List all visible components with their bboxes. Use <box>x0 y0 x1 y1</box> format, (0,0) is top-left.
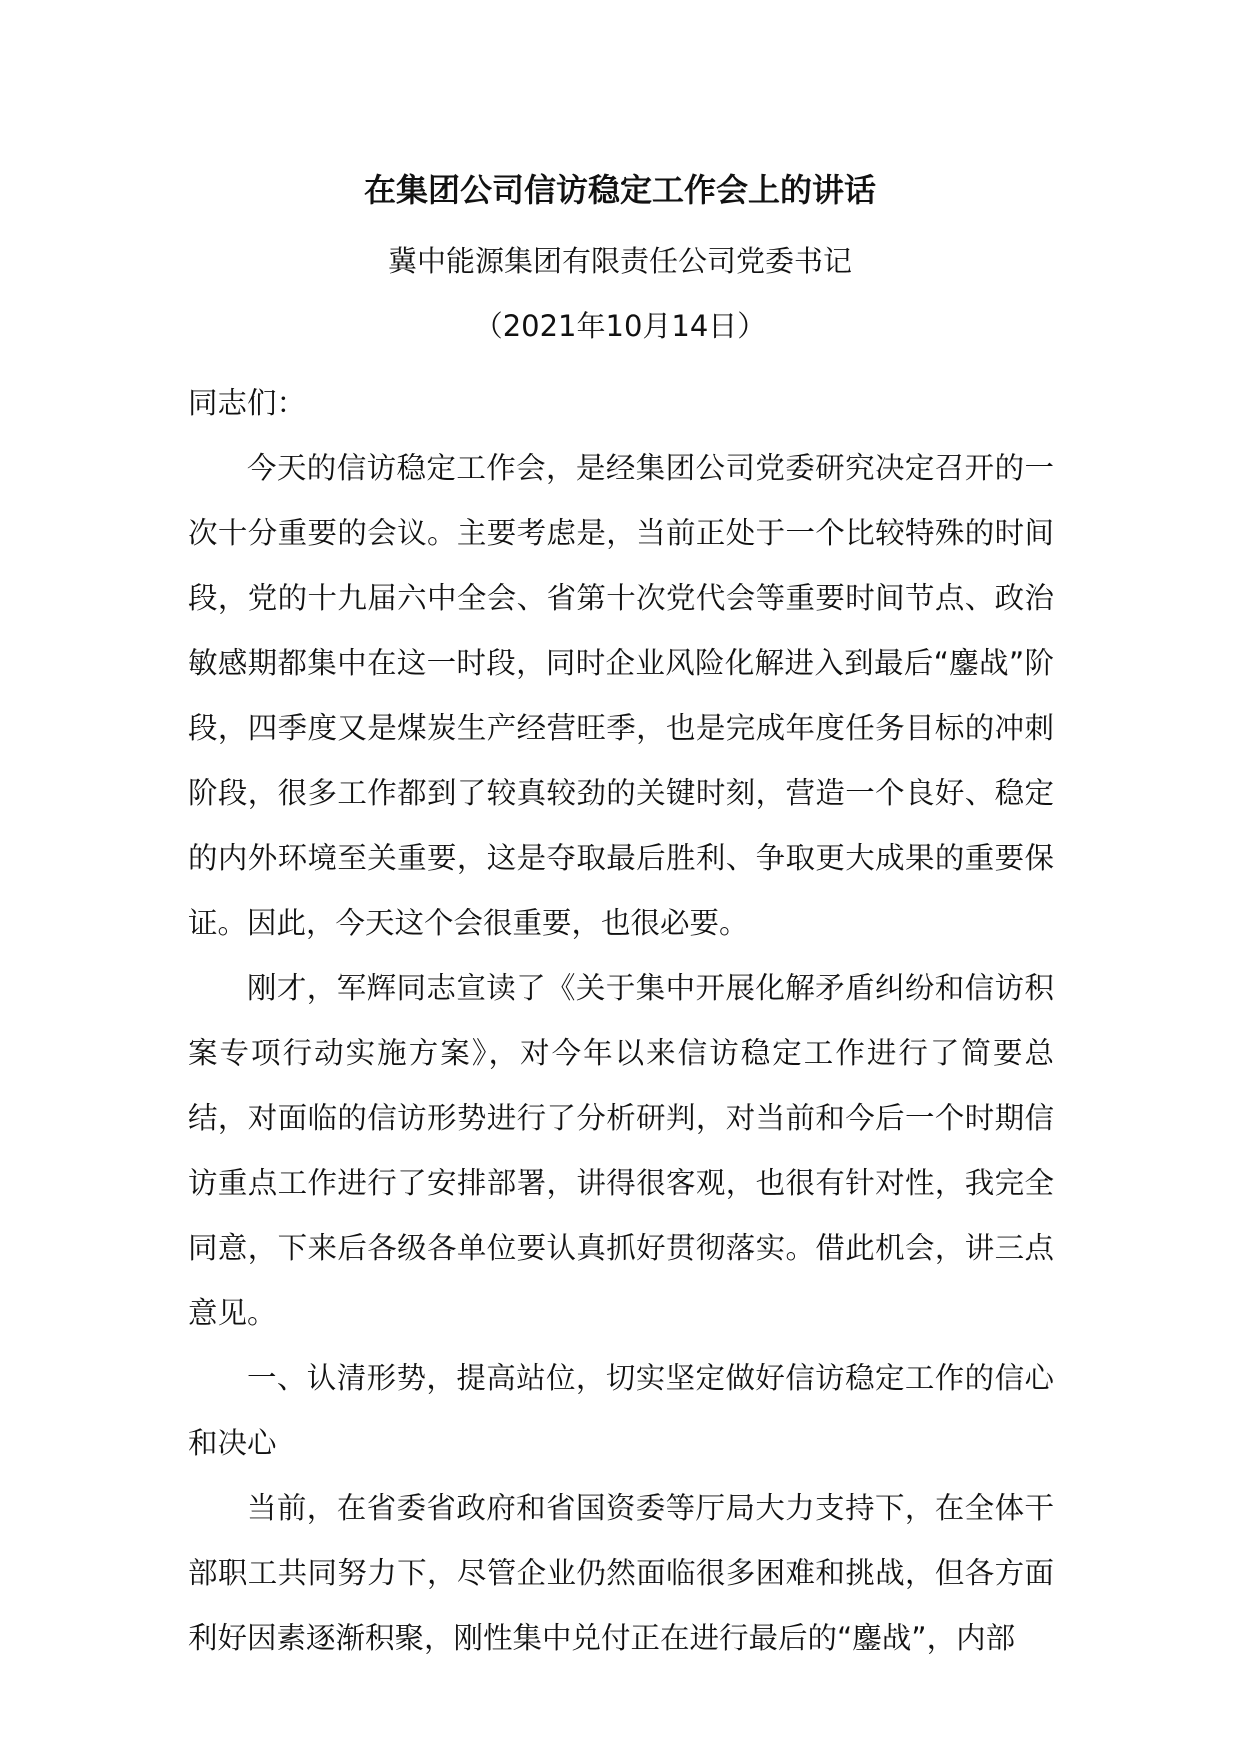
paragraph-2: 刚才，军辉同志宣读了《关于集中开展化解矛盾纠纷和信访积案专项行动实施方案》，对今年以来信访稳定工作进行了简要总结，对面临的信访形势进行了分析研判，对当前和今后一个时期信访重点工作进行了安排部署，讲得很客观，也很有针对性，我完全同意，下来后各级各单位要认真抓好贯彻落实。借此机会，讲三点意见。 <box>188 971 1054 1330</box>
document-title: 在集团公司信访稳定工作会上的讲话 <box>363 171 876 209</box>
document-body <box>188 371 1054 1671</box>
document-date: （2021年10月14日） <box>473 309 767 343</box>
document-subtitle: 冀中能源集团有限责任公司党委书记 <box>387 244 852 278</box>
paragraph-1: 今天的信访稳定工作会，是经集团公司党委研究决定召开的一次十分重要的会议。主要考虑是，当前正处于一个比较特殊的时间段，党的十九届六中全会、省第十次党代会等重要时间节点、政治敏感期都集中在这一时段，同时企业风险化解进入到最后“鏖战”阶段，四季度又是煤炭生产经营旺季，也是完成年度任务目标的冲刺阶段，很多工作都到了较真较劲的关键时刻，营造一个良好、稳定的内外环境至关重要，这是夺取最后胜利、争取更大成果的重要保证。因此，今天这个会很重要，也很必要。 <box>188 451 1054 940</box>
section-heading-1: 一、认清形势，提高站位，切实坚定做好信访稳定工作的信心和决心 <box>188 1361 1054 1460</box>
paragraph-3: 当前，在省委省政府和省国资委等厅局大力支持下，在全体干部职工共同努力下，尽管企业仍然面临很多困难和挑战，但各方面利好因素逐渐积聚，刚性集中兑付正在进行最后的“鏖战”，内部 <box>188 1491 1054 1655</box>
salutation: 同志们： <box>188 386 307 420</box>
